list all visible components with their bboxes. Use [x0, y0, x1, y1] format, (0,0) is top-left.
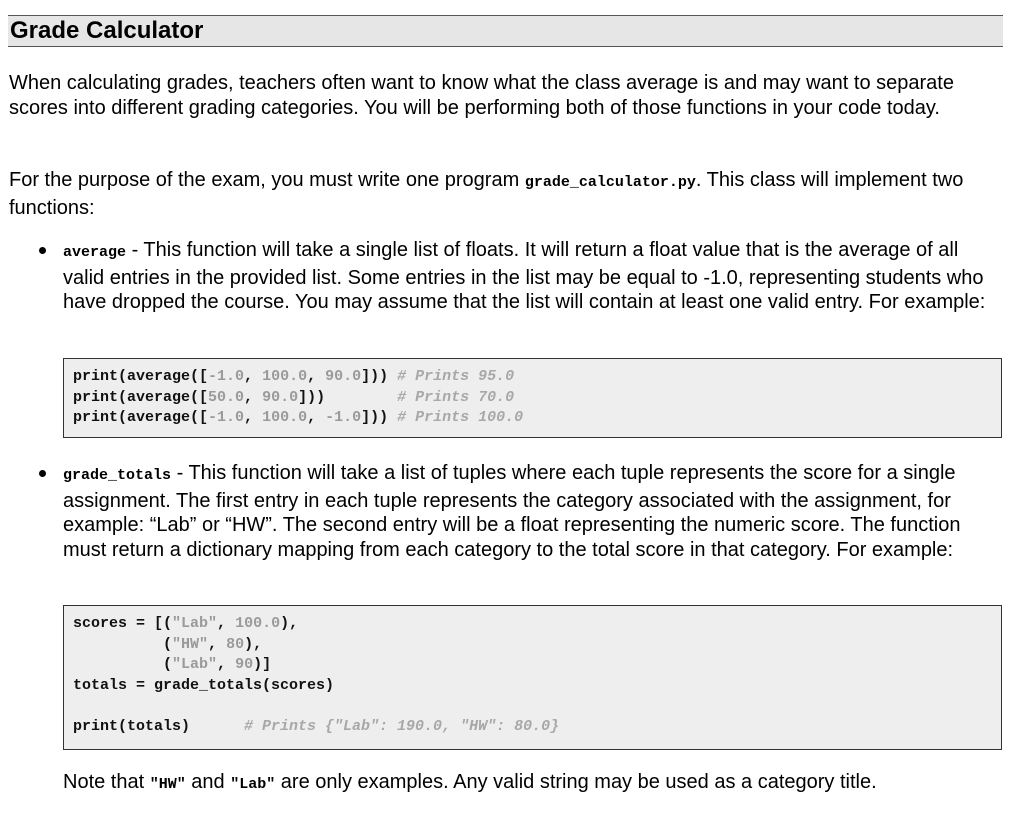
function-description: - This function will take a single list of floats. It will return a float value that is the average of all valid entries in the provided list. Some entries in the list may be equal to -1.0, representing students who have dropped the course. You may assume that the list will contain at least one valid entry. For example: — [63, 239, 986, 313]
inline-code-hw: "HW" — [149, 776, 186, 793]
code-block-grade-totals — [63, 605, 1002, 750]
list-item-grade-totals — [63, 461, 998, 562]
code-line: print(average([-1.0, 100.0, 90.0])) # Prints 95.0 — [73, 368, 515, 385]
exam-text-before: For the purpose of the exam, you must write one program — [9, 169, 525, 191]
intro-paragraph: When calculating grades, teachers often want to know what the class average is and may want to separate scores into different grading categories. You will be performing both of those functions in your code today. — [9, 72, 954, 119]
blank-line — [73, 696, 992, 717]
code-line: ("HW", 80), — [73, 635, 263, 653]
bullet-icon — [39, 247, 46, 254]
function-name: grade_totals — [63, 467, 172, 484]
code-line: totals = grade_totals(scores) — [73, 676, 335, 694]
code-block-average — [63, 358, 1002, 438]
code-line: print(average([-1.0, 100.0, -1.0])) # Prints 100.0 — [73, 409, 524, 426]
page-title: Grade Calculator — [10, 17, 204, 44]
code-line: ("Lab", 90)] — [73, 656, 272, 673]
exam-text-after: . This class will implement two functions: — [9, 169, 964, 219]
list-item-average — [63, 238, 998, 315]
note-paragraph: Note that "HW" and "Lab" are only examples. Any valid string may be used as a category title. — [63, 771, 877, 793]
filename-code: grade_calculator.py — [524, 174, 696, 191]
function-name: average — [63, 244, 127, 261]
code-line: print(totals) # Prints {"Lab": 190.0, "HW": 80.0} — [73, 717, 560, 735]
exam-paragraph — [9, 168, 1009, 220]
section-header — [8, 15, 1003, 47]
bullet-icon — [39, 470, 46, 477]
code-line: scores = [("Lab", 100.0), — [73, 615, 299, 632]
function-description: - This function will take a list of tuples where each tuple represents the score for a single assignment. The first entry in each tuple represents the category associated with the assignment, for example: “Lab” or “HW”. The second entry will be a float representing the numeric score. The function must return a dictionary mapping from each category to the total score in that category. For example: — [63, 462, 961, 561]
code-line: print(average([50.0, 90.0])) # Prints 70.0 — [73, 388, 515, 406]
inline-code-lab: "Lab" — [230, 776, 276, 793]
